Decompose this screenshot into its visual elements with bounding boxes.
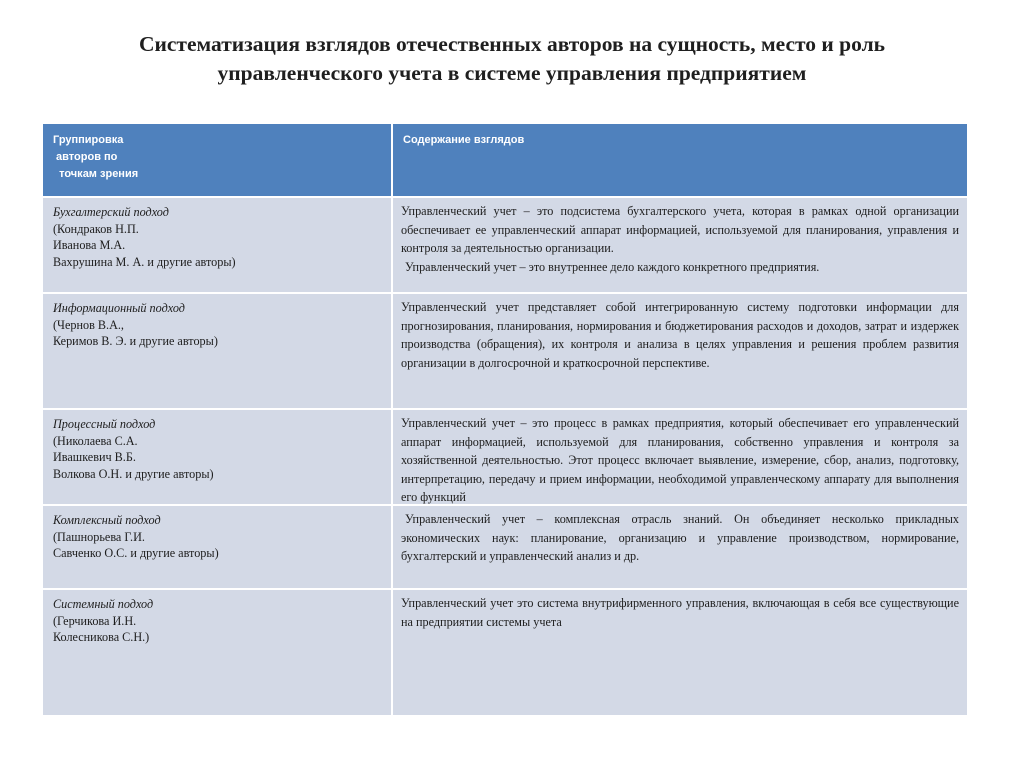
approach-name: Бухгалтерский подход bbox=[53, 205, 169, 219]
author-line: Керимов В. Э. и другие авторы) bbox=[53, 334, 218, 348]
row-information-content bbox=[393, 292, 967, 408]
row-process-group bbox=[43, 408, 391, 504]
content-paragraph: Управленческий учет это система внутрифирменного управления, включающая в себя все существующие на предприятии системы учета bbox=[401, 596, 959, 629]
row-process-content bbox=[393, 408, 967, 504]
page-title-line-1: Систематизация взглядов отечественных авторов на сущность, место и роль bbox=[138, 32, 886, 56]
author-line: (Николаева С.А. bbox=[53, 433, 138, 448]
row-complex-group bbox=[43, 504, 391, 588]
content-paragraph: Управленческий учет – комплексная отрасль знаний. Он объединяет несколько прикладных экономических наук: планирование, организацию и управление производством, нормирование, бухгалтерский и управленческий анализ и др. bbox=[401, 512, 959, 563]
author-line: Ивашкевич В.Б. bbox=[53, 450, 136, 464]
row-system-group bbox=[43, 588, 391, 715]
page-title bbox=[20, 30, 1004, 88]
page-title-line-2: управленческого учета в системе управления предприятием bbox=[217, 61, 807, 85]
content-paragraph: Управленческий учет – это подсистема бухгалтерского учета, которая в рамках одной организации обеспечивает ее управленческий аппарат информацией, используемой для планирования, управления и контроля за деятельностью организации. bbox=[401, 204, 959, 255]
author-line: Вахрушина М. А. и другие авторы) bbox=[53, 254, 236, 269]
row-complex-content bbox=[393, 504, 967, 588]
approach-name: Информационный подход bbox=[53, 301, 185, 315]
author-line: Иванова М.А. bbox=[53, 238, 126, 252]
row-accounting-content bbox=[393, 196, 967, 292]
row-information-group bbox=[43, 292, 391, 408]
views-table bbox=[43, 124, 967, 717]
content-paragraph: Управленческий учет представляет собой интегрированную систему подготовки информации для прогнозирования, планирования, нормирования и бюджетирования расходов и доходов, затрат и издержек производства (обращения), их контроля и анализа в целях управления и решения проблем развития организации в долгосрочной и краткосрочной перспективе. bbox=[401, 300, 959, 370]
author-line: (Герчикова И.Н. bbox=[53, 613, 137, 628]
author-line: (Пашнорьева Г.И. bbox=[53, 529, 145, 544]
author-line: (Чернов В.А., bbox=[53, 317, 124, 332]
approach-name: Процессный подход bbox=[53, 417, 156, 431]
content-paragraph: Управленческий учет – это внутреннее дело каждого конкретного предприятия. bbox=[405, 259, 820, 274]
row-accounting-group bbox=[43, 196, 391, 292]
header-group: Группировка авторов по точкам зрения bbox=[43, 124, 391, 196]
row-system-content bbox=[393, 588, 967, 715]
author-line: Волкова О.Н. и другие авторы) bbox=[53, 466, 214, 481]
content-paragraph: Управленческий учет – это процесс в рамках предприятия, который обеспечивает его управленческий аппарат информацией, используемой для планирования, собственно управления и контроля за хозяйственной деятельностью. Этот процесс включает выявление, измерение, сбор, анализ, подготовку, интерпретацию, передачу и прием информации, необходимой управленческому аппарату для выполнения его функций bbox=[401, 416, 959, 504]
author-line: Савченко О.С. и другие авторы) bbox=[53, 546, 219, 560]
author-line: (Кондраков Н.П. bbox=[53, 221, 139, 236]
approach-name: Системный подход bbox=[53, 597, 154, 611]
author-line: Колесникова С.Н.) bbox=[53, 630, 150, 644]
header-content: Содержание взглядов bbox=[393, 124, 967, 196]
approach-name: Комплексный подход bbox=[53, 513, 161, 527]
